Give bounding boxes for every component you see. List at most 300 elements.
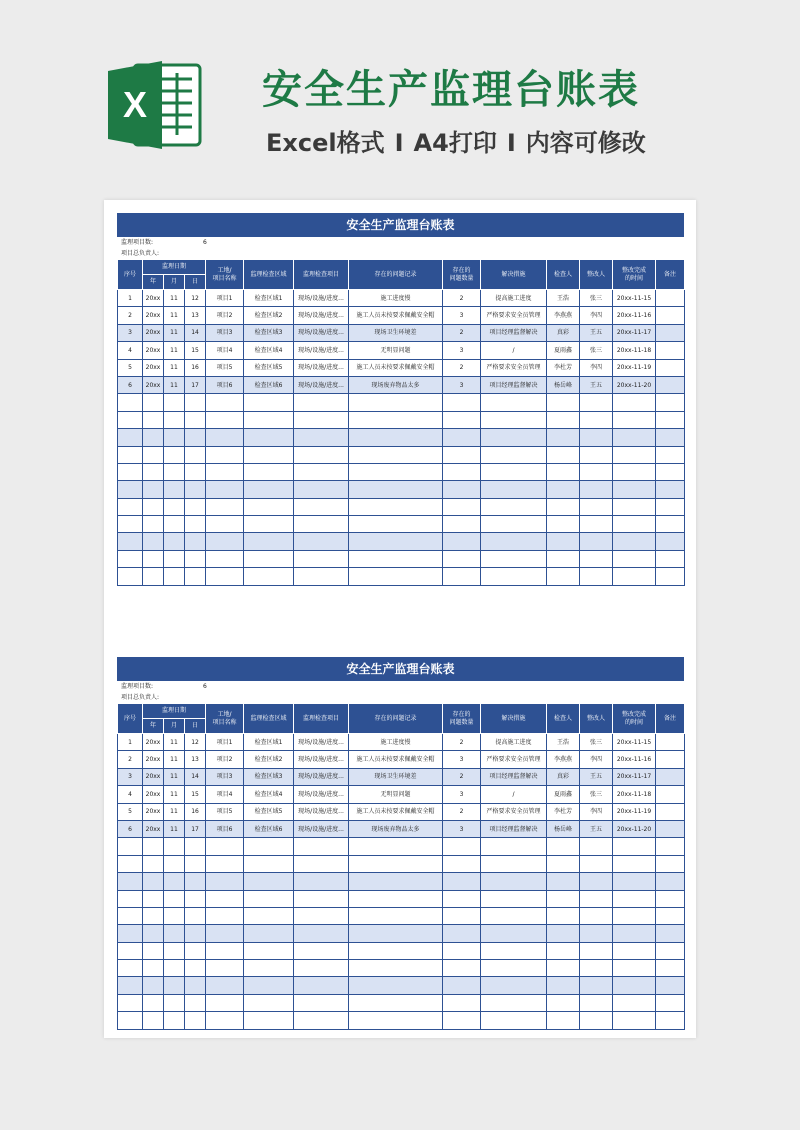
table-cell [294,855,349,872]
table-cell [443,568,481,585]
table-cell: 20xx-11-19 [613,359,656,376]
table-cell: 20xx [143,768,164,785]
table-cell: 20xx-11-15 [613,734,656,751]
table-cell [613,907,656,924]
table-cell: 李四 [580,803,613,820]
table-cell [185,550,206,567]
meta-project-leader [117,692,684,703]
excel-logo-icon [104,57,204,153]
table-cell: 检查区域5 [244,359,294,376]
table-cell: 现场/设施/进度... [294,290,349,307]
table-cell [143,1012,164,1029]
table-cell [118,977,143,994]
table-cell [481,925,547,942]
table-cell [656,411,685,428]
table-cell [613,533,656,550]
table-cell: 现场/设施/进度... [294,820,349,837]
table-cell [164,516,185,533]
table-cell [481,429,547,446]
table-cell [143,498,164,515]
table-cell [580,498,613,515]
table-cell [349,411,443,428]
table-cell [481,1012,547,1029]
table-cell [547,855,580,872]
table-cell [185,568,206,585]
table-cell [481,446,547,463]
table-cell [185,533,206,550]
table-cell [656,550,685,567]
table-cell [294,429,349,446]
table-cell [206,446,244,463]
table-cell: 11 [164,324,185,341]
table-cell: 项目6 [206,376,244,393]
table-cell [656,960,685,977]
table-cell [443,481,481,498]
ledger-table [117,259,685,586]
table-cell: 4 [118,342,143,359]
table-cell [547,977,580,994]
table-cell [481,873,547,890]
table-cell [164,498,185,515]
table-cell: 王五 [580,820,613,837]
table-cell [118,960,143,977]
table-cell [580,533,613,550]
table-cell [443,942,481,959]
table-cell: 李杜芳 [547,359,580,376]
table-cell [118,516,143,533]
table-row-empty [118,481,685,498]
table-cell [656,820,685,837]
table-cell: 13 [185,751,206,768]
table-cell [164,463,185,480]
table-cell [580,960,613,977]
table-cell [349,890,443,907]
table-cell: 张三 [580,734,613,751]
meta-value: 6 [203,683,207,690]
table-cell [656,942,685,959]
table-cell [164,481,185,498]
table-cell: 项目5 [206,359,244,376]
table-cell [613,994,656,1011]
table-row-empty [118,429,685,446]
table-cell [164,855,185,872]
table-cell: 2 [443,359,481,376]
table-cell [143,446,164,463]
table-cell [118,838,143,855]
table-row [118,734,685,751]
table-cell: 20xx [143,751,164,768]
table-cell [244,411,294,428]
table-cell: 2 [443,290,481,307]
table-row [118,751,685,768]
table-cell [185,1012,206,1029]
table-cell [613,1012,656,1029]
table-cell: 现场/设施/进度... [294,786,349,803]
table-cell [547,446,580,463]
table-cell [580,977,613,994]
table-cell [143,516,164,533]
table-cell [118,855,143,872]
table-cell: 2 [443,324,481,341]
table-cell [443,498,481,515]
table-cell [164,925,185,942]
table-cell [547,429,580,446]
table-cell [244,550,294,567]
table-cell [244,1012,294,1029]
col-issue: 存在的问题记录 [349,704,443,734]
table-row [118,768,685,785]
page-title: 安全生产监理台账表 [262,67,640,113]
table-cell: 3 [118,324,143,341]
table-cell [349,463,443,480]
table-cell: / [481,786,547,803]
table-cell [118,429,143,446]
table-row-empty [118,942,685,959]
table-cell [294,550,349,567]
table-cell [580,429,613,446]
page-subtitle [266,126,646,160]
ledger-sheet [117,657,684,1030]
table-cell: 20xx-11-18 [613,786,656,803]
table-cell [185,855,206,872]
table-cell: 现场废弃物品太多 [349,376,443,393]
table-cell [656,907,685,924]
table-cell [443,446,481,463]
table-cell [656,751,685,768]
table-cell [143,550,164,567]
col-year: 年 [143,719,164,734]
table-cell: 20xx-11-15 [613,290,656,307]
meta-project-count [117,681,684,692]
table-cell [443,838,481,855]
table-cell: 2 [443,803,481,820]
table-cell [656,429,685,446]
table-row-empty [118,446,685,463]
table-cell [294,481,349,498]
table-row-empty [118,533,685,550]
table-cell [656,463,685,480]
table-cell: 真彩 [547,324,580,341]
table-cell [656,873,685,890]
table-cell: 现场/设施/进度... [294,376,349,393]
col-inspector: 检查人 [547,260,580,290]
table-cell [656,290,685,307]
table-cell [185,942,206,959]
table-row-empty [118,394,685,411]
table-cell: 项目2 [206,307,244,324]
table-cell [443,977,481,994]
table-cell: 6 [118,376,143,393]
ledger-sheet [117,213,684,586]
table-cell [118,481,143,498]
table-cell: 16 [185,803,206,820]
table-cell [443,411,481,428]
table-cell: 20xx-11-16 [613,751,656,768]
table-cell: 11 [164,376,185,393]
table-cell: 施工人员未按要求佩戴安全帽 [349,751,443,768]
table-cell [294,533,349,550]
table-cell: 11 [164,786,185,803]
table-cell [294,977,349,994]
table-cell [656,568,685,585]
table-cell: 20xx [143,803,164,820]
table-cell: 项目4 [206,786,244,803]
table-cell: 4 [118,786,143,803]
col-rectifier: 整改人 [580,260,613,290]
table-cell [613,481,656,498]
table-cell [164,890,185,907]
table-cell: 施工人员未按要求佩戴安全帽 [349,803,443,820]
table-cell [244,994,294,1011]
table-cell [164,977,185,994]
table-cell [613,838,656,855]
table-cell [349,429,443,446]
table-cell: 项目3 [206,324,244,341]
table-cell [118,873,143,890]
table-cell [206,550,244,567]
col-day: 日 [185,719,206,734]
table-cell [185,498,206,515]
table-cell [185,838,206,855]
table-cell: 检查区域5 [244,803,294,820]
table-cell: 提高施工进度 [481,734,547,751]
table-cell [580,994,613,1011]
table-cell: 现场卫生环境差 [349,768,443,785]
table-cell: 真彩 [547,768,580,785]
table-cell: 20xx-11-17 [613,768,656,785]
table-cell: 王五 [580,324,613,341]
table-row-empty [118,925,685,942]
table-cell: 2 [443,734,481,751]
table-cell: 20xx-11-16 [613,307,656,324]
table-cell [349,481,443,498]
col-site: 工地/ 项目名称 [206,704,244,734]
table-cell [294,446,349,463]
table-cell [206,925,244,942]
table-cell: 项目经理监督解决 [481,768,547,785]
table-cell [481,533,547,550]
table-row-empty [118,855,685,872]
table-cell [443,463,481,480]
col-site: 工地/ 项目名称 [206,260,244,290]
table-cell [143,942,164,959]
table-cell [206,960,244,977]
table-cell [656,359,685,376]
table-cell [164,873,185,890]
table-cell [294,1012,349,1029]
table-cell: 20xx-11-19 [613,803,656,820]
table-cell [580,481,613,498]
table-cell [547,907,580,924]
table-cell [143,907,164,924]
table-cell [118,907,143,924]
table-cell: 严格要求安全员管理 [481,359,547,376]
table-cell [118,411,143,428]
table-cell [349,533,443,550]
table-cell [656,307,685,324]
table-cell: 20xx [143,307,164,324]
table-cell: 11 [164,359,185,376]
table-cell: 张三 [580,342,613,359]
table-cell [118,925,143,942]
table-cell [244,977,294,994]
table-cell [206,498,244,515]
table-row [118,359,685,376]
col-note: 备注 [656,260,685,290]
table-cell: 现场/设施/进度... [294,803,349,820]
table-cell [443,873,481,890]
table-cell [143,481,164,498]
table-cell: 项目3 [206,768,244,785]
table-cell [547,498,580,515]
table-cell: 16 [185,359,206,376]
table-cell [580,873,613,890]
col-seq: 序号 [118,260,143,290]
table-cell [547,1012,580,1029]
table-cell [613,498,656,515]
col-item: 监理检查项目 [294,704,349,734]
table-cell [443,890,481,907]
table-cell: 项目2 [206,751,244,768]
col-measure: 解决措施 [481,260,547,290]
table-cell: 检查区域6 [244,376,294,393]
table-cell [349,838,443,855]
table-row [118,820,685,837]
table-cell [481,463,547,480]
table-cell [481,960,547,977]
table-cell [656,446,685,463]
table-cell [349,925,443,942]
table-cell: 5 [118,359,143,376]
table-cell [118,890,143,907]
table-cell: 项目经理监督解决 [481,376,547,393]
table-cell [118,533,143,550]
table-cell [580,463,613,480]
table-row [118,307,685,324]
table-cell [294,942,349,959]
table-cell [481,855,547,872]
table-cell [185,890,206,907]
table-cell [613,411,656,428]
meta-label: 监理项目数: [121,239,154,246]
meta-label: 项目总负责人: [121,694,160,701]
table-cell [656,1012,685,1029]
col-issue: 存在的问题记录 [349,260,443,290]
table-cell [443,533,481,550]
table-row-empty [118,568,685,585]
table-row [118,290,685,307]
table-cell: 12 [185,734,206,751]
table-cell: 11 [164,290,185,307]
meta-label: 项目总负责人: [121,250,160,257]
table-cell [206,411,244,428]
table-cell: 检查区域2 [244,751,294,768]
table-cell [656,786,685,803]
table-cell [656,324,685,341]
table-cell [185,411,206,428]
table-cell [580,550,613,567]
table-cell [580,411,613,428]
table-cell [613,550,656,567]
col-date-group: 监理日期 [143,260,206,275]
table-row [118,324,685,341]
table-cell [294,568,349,585]
table-row-empty [118,977,685,994]
subtitle-separator: I [506,129,516,157]
table-cell [244,481,294,498]
table-cell [164,960,185,977]
table-cell: / [481,342,547,359]
table-cell [143,394,164,411]
table-cell: 现场/设施/进度... [294,734,349,751]
table-cell: 李杜芳 [547,803,580,820]
table-cell: 项目1 [206,290,244,307]
table-cell: 现场卫生环境差 [349,324,443,341]
table-cell [185,960,206,977]
table-cell [656,498,685,515]
table-cell [656,376,685,393]
table-cell: 李四 [580,751,613,768]
table-cell [244,960,294,977]
table-cell [580,446,613,463]
table-cell [656,342,685,359]
table-row-empty [118,838,685,855]
table-cell [547,481,580,498]
table-row-empty [118,994,685,1011]
table-cell [164,838,185,855]
table-cell: 夏雨鑫 [547,786,580,803]
table-cell [443,394,481,411]
table-cell [206,568,244,585]
table-cell [481,411,547,428]
subtitle-separator: I [394,129,404,157]
table-cell [206,429,244,446]
table-cell [143,533,164,550]
table-cell: 20xx [143,786,164,803]
table-cell: 项目1 [206,734,244,751]
table-cell [349,394,443,411]
table-cell: 王浩 [547,734,580,751]
table-cell [294,394,349,411]
table-cell [143,960,164,977]
table-cell: 现场/设施/进度... [294,342,349,359]
table-cell: 无明显问题 [349,786,443,803]
table-cell [613,855,656,872]
table-cell [118,568,143,585]
table-cell: 11 [164,307,185,324]
subtitle-format: Excel格式 [266,129,385,157]
table-cell: 现场/设施/进度... [294,307,349,324]
table-cell: 施工人员未按要求佩戴安全帽 [349,307,443,324]
table-cell [656,977,685,994]
table-cell: 项目6 [206,820,244,837]
table-cell [443,550,481,567]
header [0,0,800,190]
table-cell [656,768,685,785]
table-row-empty [118,411,685,428]
table-cell [443,960,481,977]
table-cell [143,463,164,480]
table-cell [481,550,547,567]
table-cell [164,446,185,463]
table-cell [185,516,206,533]
table-cell: 5 [118,803,143,820]
table-cell [294,925,349,942]
table-cell [547,960,580,977]
table-cell [613,516,656,533]
table-cell [349,498,443,515]
col-note: 备注 [656,704,685,734]
